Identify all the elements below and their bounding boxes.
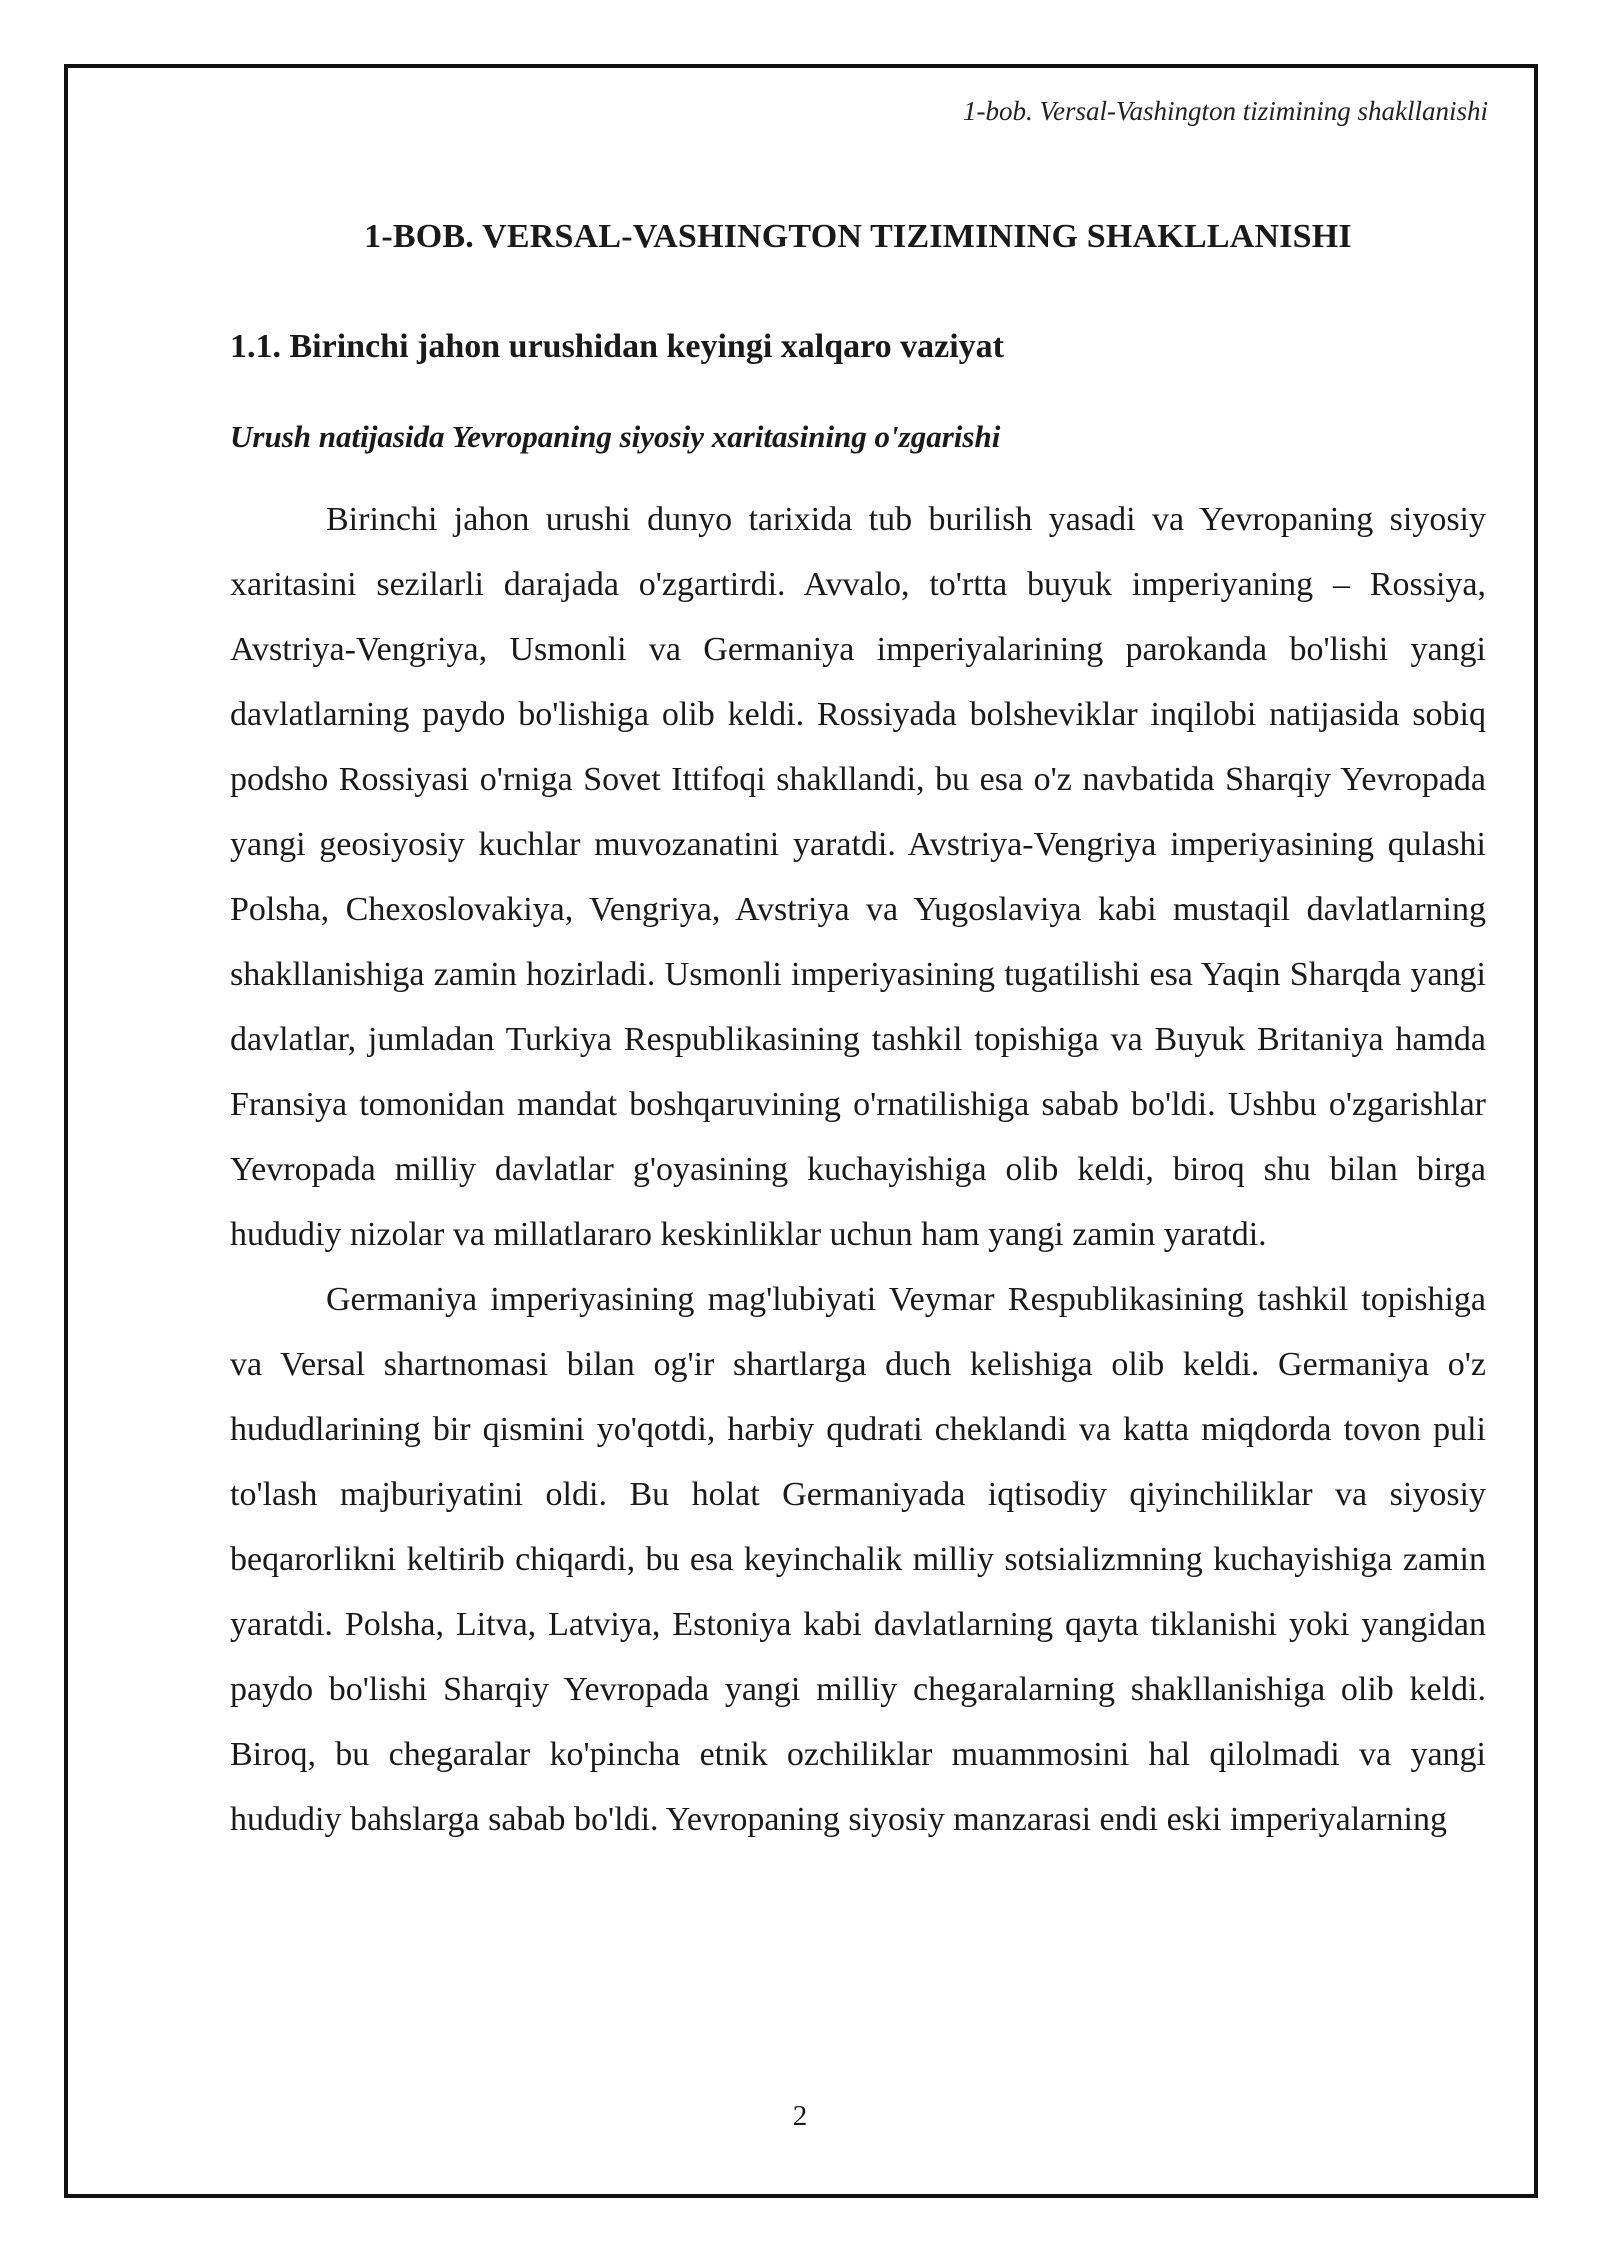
section-title: 1.1. Birinchi jahon urushidan keyingi xalqaro vaziyat (230, 328, 1004, 365)
subsection-title: Urush natijasida Yevropaning siyosiy xaritasining o'zgarishi (230, 419, 1001, 454)
page-number: 2 (792, 2100, 808, 2132)
chapter-title: 1-BOB. VERSAL-VASHINGTON TIZIMINING SHAKLLANISHI (364, 218, 1352, 255)
paragraph-2: Germaniya imperiyasining mag'lubiyati Veymar Respublikasining tashkil topishiga va Versal shartnomasi bilan og'ir shartlarga duch kelishiga olib keldi. Germaniya o'z hududlarining bir qismini yo'qotdi, harbiy qudrati cheklandi va katta miqdorda tovon puli to'lash majburiyatini oldi. Bu holat Germaniyada iqtisodiy qiyinchiliklar va siyosiy beqarorlikni keltirib chiqardi, bu esa keyinchalik milliy sotsializmning kuchayishiga zamin yaratdi. Polsha, Litva, Latviya, Estoniya kabi davlatlarning qayta tiklanishi yoki yangidan paydo bo'lishi Sharqiy Yevropada yangi milliy chegaralarning shakllanishiga olib keldi. Biroq, bu chegaralar ko'pincha etnik ozchiliklar muammosini hal qilolmadi va yangi hududiy bahslarga sabab bo'ldi. Yevropaning siyosiy manzarasi endi eski imperiyalarning (230, 1281, 1486, 1838)
paragraph-1: Birinchi jahon urushi dunyo tarixida tub burilish yasadi va Yevropaning siyosiy xaritasini sezilarli darajada o'zgartirdi. Avvalo, to'rtta buyuk imperiyaning – Rossiya, Avstriya-Vengriya, Usmonli va Germaniya imperiyalarining parokanda bo'lishi yangi davlatlarning paydo bo'lishiga olib keldi. Rossiyada bolsheviklar inqilobi natijasida sobiq podsho Rossiyasi o'rniga Sovet Ittifoqi shakllandi, bu esa o'z navbatida Sharqiy Yevropada yangi geosiyosiy kuchlar muvozanatini yaratdi. Avstriya-Vengriya imperiyasining qulashi Polsha, Chexoslovakiya, Vengriya, Avstriya va Yugoslaviya kabi mustaqil davlatlarning shakllanishiga zamin hozirladi. Usmonli imperiyasining tugatilishi esa Yaqin Sharqda yangi davlatlar, jumladan Turkiya Respublikasining tashkil topishiga va Buyuk Britaniya hamda Fransiya tomonidan mandat boshqaruvining o'rnatilishiga sabab bo'ldi. Ushbu o'zgarishlar Yevropada milliy davlatlar g'oyasining kuchayishiga olib keldi, biroq shu bilan birga hududiy nizolar va millatlararo keskinliklar uchun ham yangi zamin yaratdi. (230, 501, 1486, 1253)
body-text (230, 487, 1486, 1852)
running-header: 1-bob. Versal-Vashington tizimining shakllanishi (962, 96, 1488, 126)
